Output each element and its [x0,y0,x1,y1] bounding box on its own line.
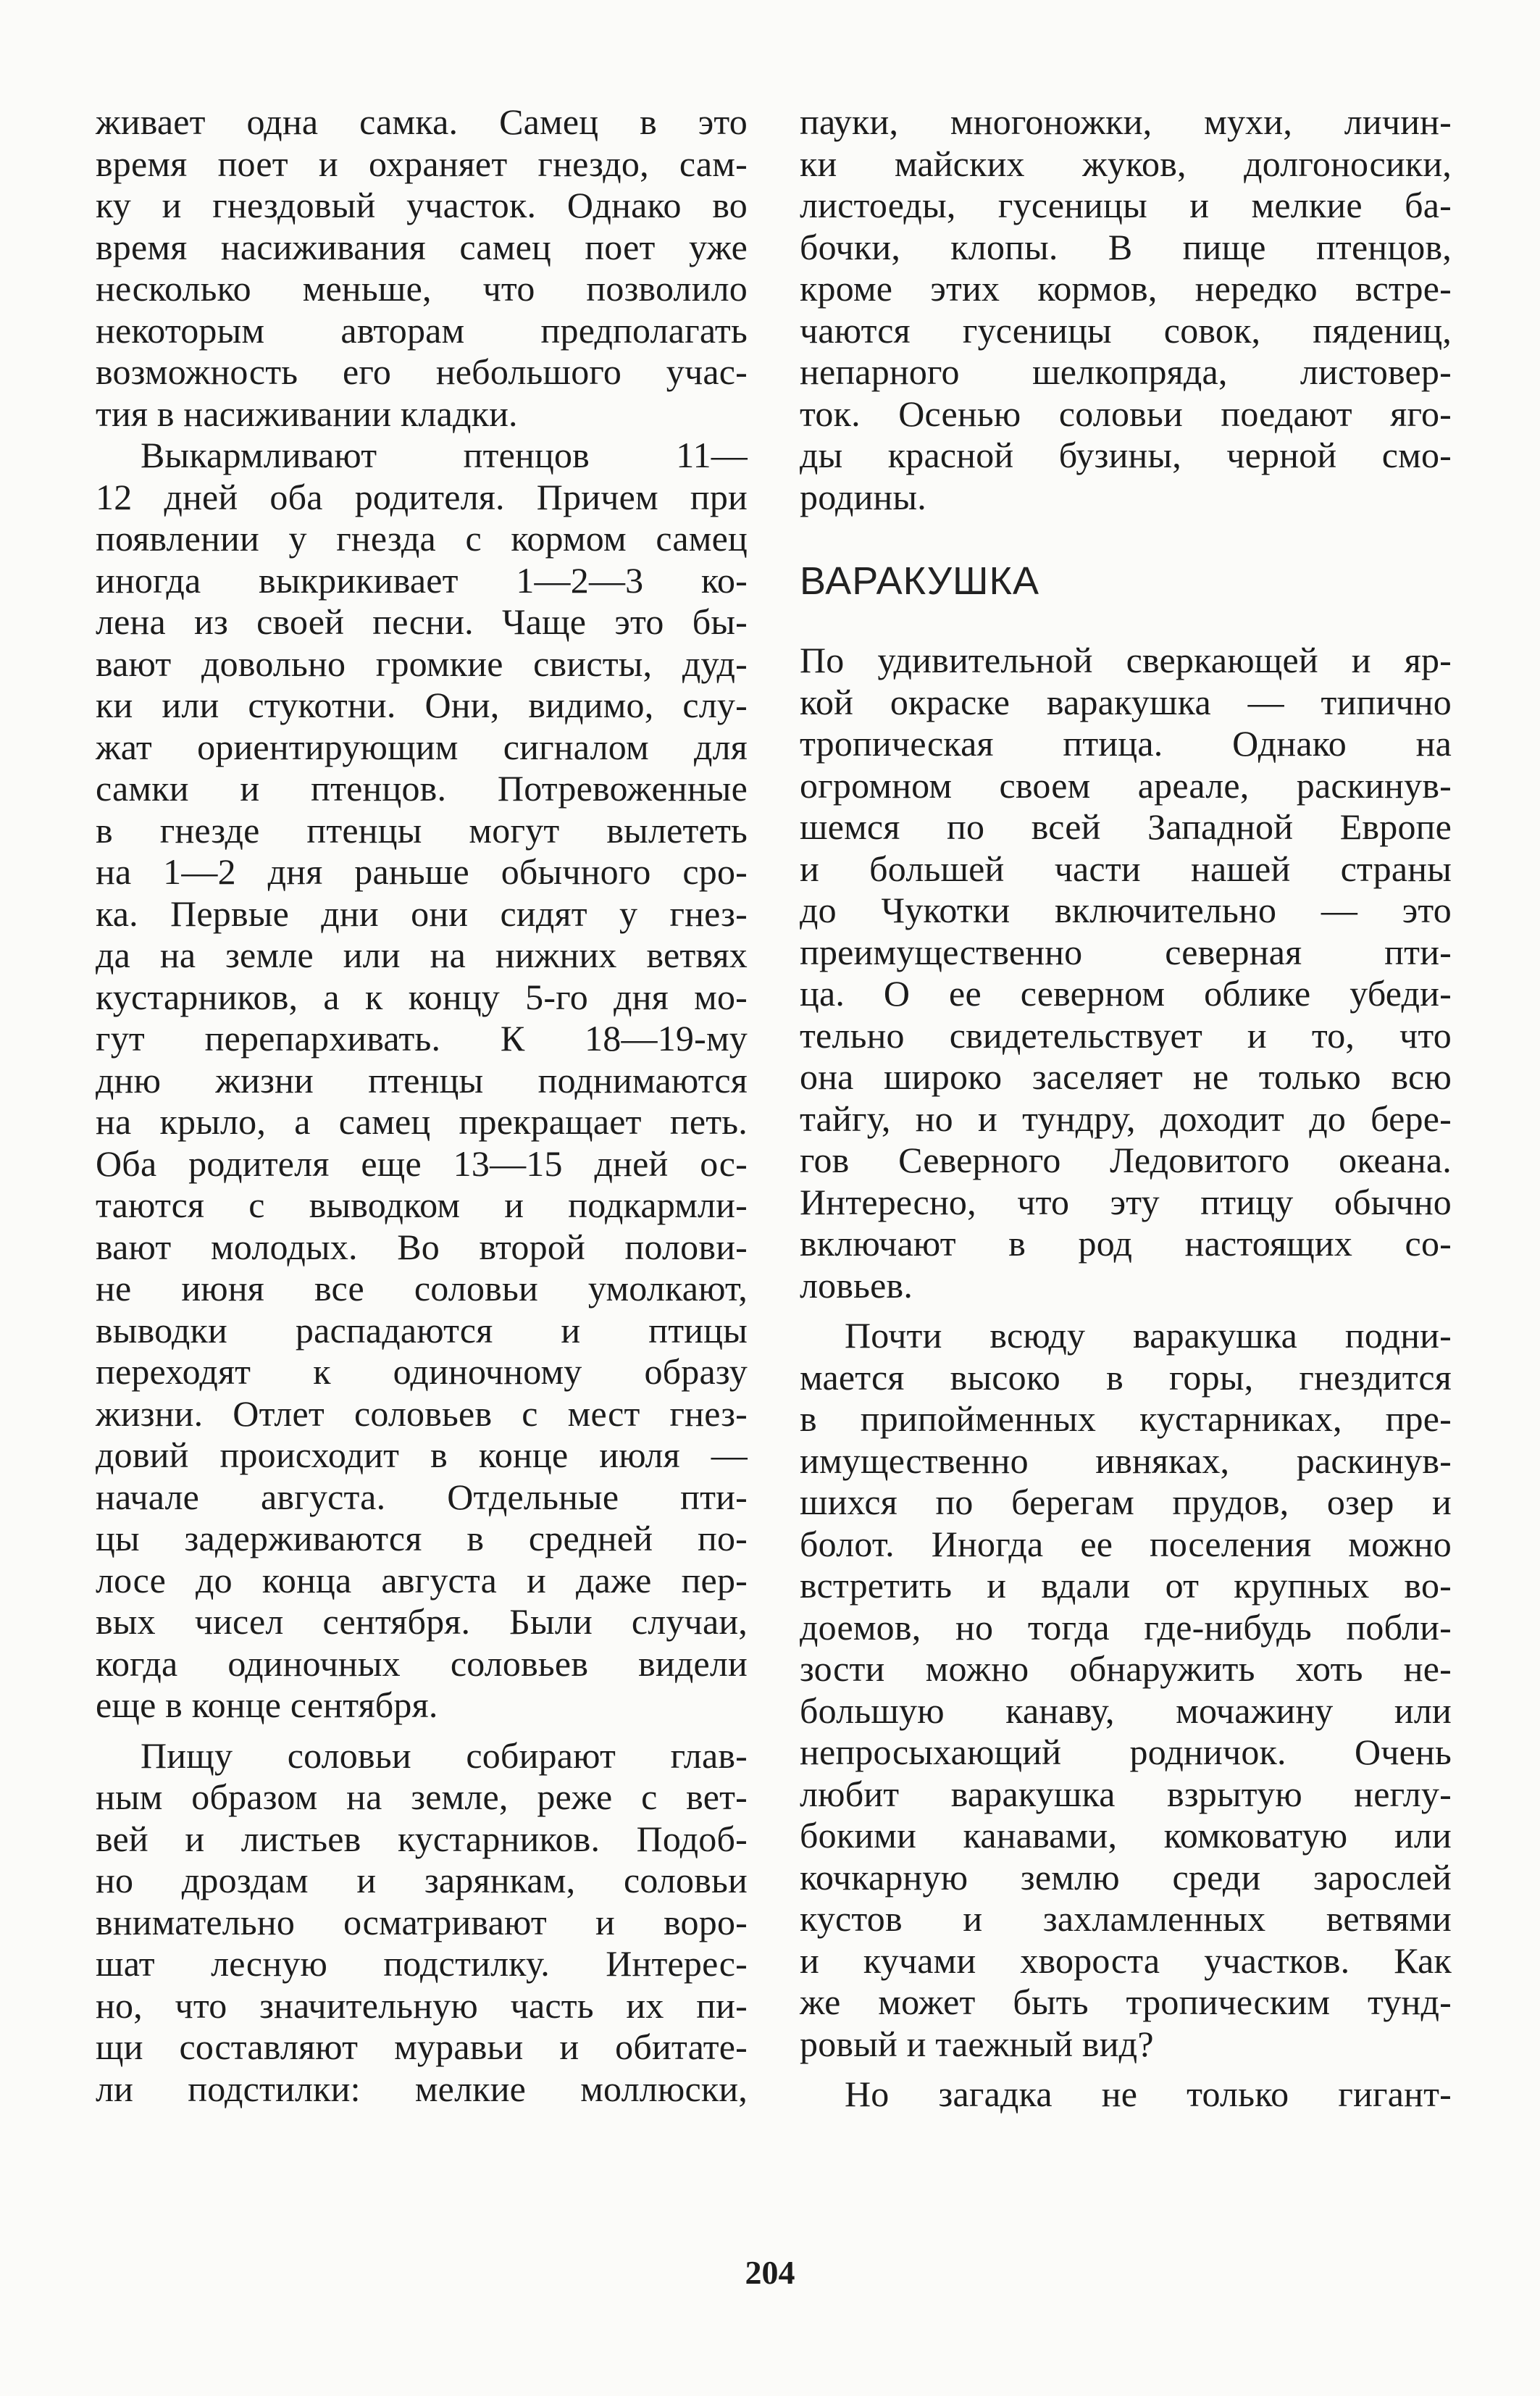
text-line: ровый и таежный вид? [800,2023,1154,2064]
text-line: несколько меньше, что позволило [96,268,748,309]
text-line: довий происходит в конце июля — [96,1435,748,1475]
text-line: Интересно, что эту птицу обычно [800,1181,1452,1222]
text-line: большую канаву, мочажину или [800,1690,1452,1731]
text-line: зости можно обнаружить хоть не- [800,1648,1452,1689]
text-line: ловьев. [800,1264,913,1306]
text-line: гов Северного Ледовитого океана. [800,1140,1452,1180]
text-line: в припойменных кустарниках, пре- [800,1398,1452,1439]
text-line: гут перепархивать. К 18—19-му [96,1018,748,1059]
text-line: да на земле или на нижних ветвях [96,935,748,975]
paragraph-gap [800,1306,1452,1315]
text-line: вей и листьев кустарников. Подоб- [96,1818,748,1859]
text-line: ки или стукотни. Они, видимо, слу- [96,685,748,725]
right-column [800,101,1452,2116]
text-line: но, что значительную часть их пи- [96,1984,748,2026]
text-line: на крыло, а самец прекращает петь. [96,1101,748,1142]
text-line: встретить и вдали от крупных во- [800,1565,1452,1606]
text-line: доемов, но тогда где-нибудь побли- [800,1606,1452,1648]
text-line: и большей части нашей страны [800,848,1452,889]
text-line: и кучами хвороста участков. Как [800,1940,1452,1981]
text-line: кустарников, а к концу 5-го дня мо- [96,976,748,1017]
text-line: вых чисел сентября. Были случаи, [96,1601,748,1642]
text-line: когда одиночных соловьев видели [96,1642,748,1684]
text-line: шемся по всей Западной Европе [800,806,1452,847]
text-line: лена из своей песни. Чаще это бы- [96,601,748,642]
text-line: бокими канавами, комковатую или [800,1815,1452,1856]
text-line: Но загадка не только гигант- [845,2074,1452,2114]
text-line: Почти всюду варакушка подни- [845,1315,1452,1356]
text-line: непросыхающий родничок. Очень [800,1732,1452,1772]
text-line: начале августа. Отдельные пти- [96,1476,748,1517]
text-line: самки и птенцов. Потревоженные [96,768,748,809]
left-column [96,101,748,2110]
text-line: иногда выкрикивает 1—2—3 ко- [96,559,748,601]
text-line: ток. Осенью соловьи поедают яго- [800,393,1452,434]
text-line: кочкарную землю среди зарослей [800,1856,1452,1898]
text-line: ды красной бузины, черной смо- [800,435,1452,475]
text-line: По удивительной сверкающей и яр- [800,640,1452,680]
text-line: пауки, многоножки, мухи, личин- [800,101,1452,142]
text-line: переходят к одиночному образу [96,1351,748,1392]
text-line: жат ориентирующим сигналом для [96,726,748,767]
text-line: ка. Первые дни они сидят у гнез- [96,893,748,934]
text-line: время насиживания самец поет уже [96,226,748,267]
text-line: Оба родителя еще 13—15 дней ос- [96,1143,748,1184]
text-line: выводки распадаются и птицы [96,1309,748,1351]
text-line: но дроздам и зарянкам, соловьи [96,1860,748,1900]
text-line: Пищу соловьи собирают глав- [141,1735,748,1776]
text-line: тия в насиживании кладки. [96,393,518,434]
text-line: время поет и охраняет гнездо, сам- [96,143,748,184]
text-line: появлении у гнезда с кормом самец [96,518,748,559]
paragraph-gap [800,2065,1452,2074]
text-line: на 1—2 дня раньше обычного сро- [96,851,748,892]
text-line: любит варакушка взрытую неглу- [800,1773,1452,1814]
page-number: 204 [745,2254,795,2291]
text-line: шат лесную подстилку. Интерес- [96,1943,748,1984]
text-line: возможность его небольшого учас- [96,351,748,392]
text-line: тайгу, но и тундру, доходит до бере- [800,1098,1452,1139]
section-heading: ВАРАКУШКА [800,559,1039,603]
text-line: жизни. Отлет соловьев с мест гнез- [96,1393,748,1434]
text-line: цы задерживаются в средней по- [96,1518,748,1558]
text-line: кустов и захламленных ветвями [800,1898,1452,1939]
text-line: вают довольно громкие свисты, дуд- [96,643,748,684]
text-line: таются с выводком и подкармли- [96,1185,748,1225]
text-line: внимательно осматривают и воро- [96,1901,748,1942]
paragraph-gap [96,1727,748,1735]
text-line: Выкармливают птенцов 11— [141,435,748,475]
text-line: шихся по берегам прудов, озер и [800,1482,1452,1522]
text-line: непарного шелкопряда, листовер- [800,351,1452,392]
text-line: листоеды, гусеницы и мелкие ба- [800,185,1452,225]
text-line: некоторым авторам предполагать [96,309,748,351]
text-line: она широко заселяет не только всю [800,1056,1452,1097]
text-line: болот. Иногда ее поселения можно [800,1523,1452,1564]
text-line: чаются гусеницы совок, пядениц, [800,309,1452,351]
text-line: мается высоко в горы, гнездится [800,1356,1452,1398]
text-line: бочки, клопы. В пище птенцов, [800,226,1452,267]
text-line: еще в конце сентября. [96,1685,438,1725]
text-line: ли подстилки: мелкие моллюски, [96,2068,748,2109]
text-line: в гнезде птенцы могут вылететь [96,809,748,851]
text-line: кой окраске варакушка — типично [800,681,1452,722]
text-line: вают молодых. Во второй полови- [96,1226,748,1267]
text-line: лосе до конца августа и даже пер- [96,1559,748,1600]
text-line: живает одна самка. Самец в это [96,101,748,142]
text-line: 12 дней оба родителя. Причем при [96,476,748,517]
text-line: тельно свидетельствует и то, что [800,1014,1452,1056]
text-line: же может быть тропическим тунд- [800,1982,1452,2022]
text-line: родины. [800,476,927,517]
text-line: не июня все соловьи умолкают, [96,1268,748,1308]
text-line: ным образом на земле, реже с вет- [96,1777,748,1817]
text-line: включают в род настоящих со- [800,1223,1452,1264]
text-line: ки майских жуков, долгоносики, [800,143,1452,184]
text-line: дню жизни птенцы поднимаются [96,1059,748,1101]
text-line: преимущественно северная пти- [800,931,1452,972]
text-line: щи составляют муравьи и обитате- [96,2026,748,2067]
text-line: ца. О ее северном облике убеди- [800,973,1452,1014]
text-line: тропическая птица. Однако на [800,723,1452,764]
text-line: кроме этих кормов, нередко встре- [800,268,1452,309]
text-line: до Чукотки включительно — это [800,890,1452,930]
text-line: огромном своем ареале, раскинув- [800,764,1452,806]
text-line: имущественно ивняках, раскинув- [800,1440,1452,1481]
text-line: ку и гнездовый участок. Однако во [96,185,748,225]
